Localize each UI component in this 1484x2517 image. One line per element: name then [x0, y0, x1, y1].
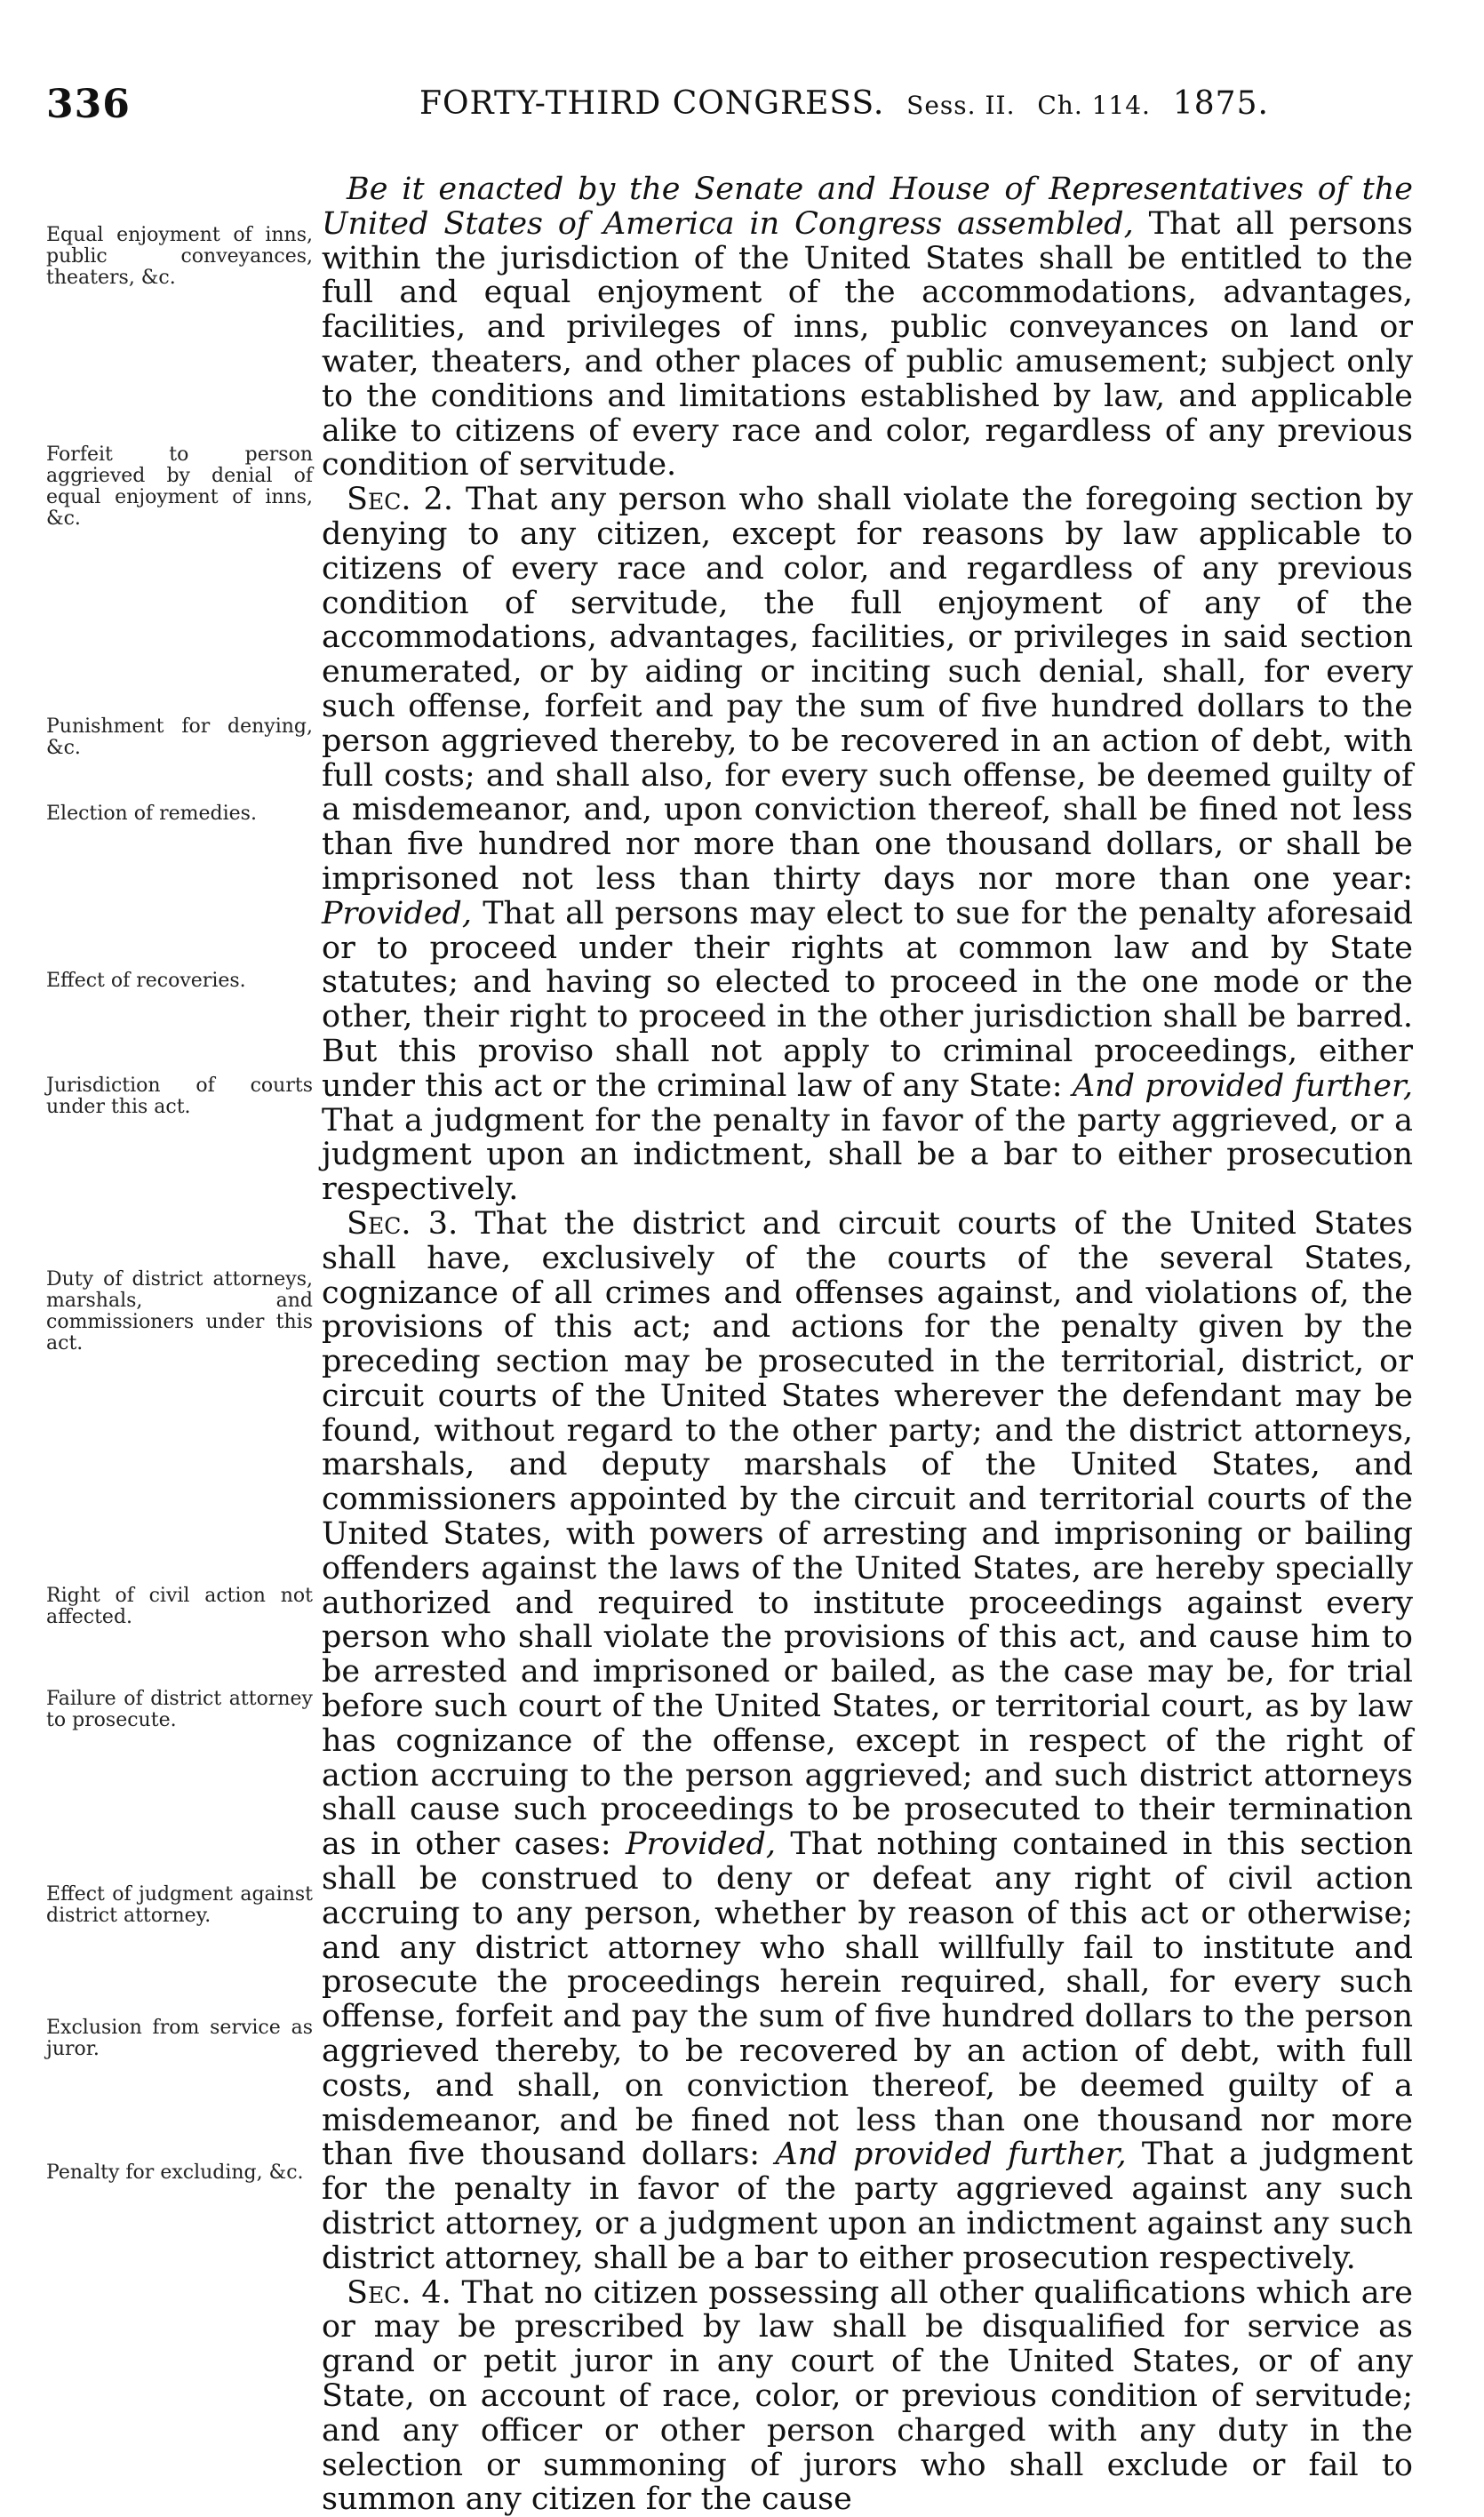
statute-text [322, 172, 1413, 2517]
congress-title: FORTY-THIRD CONGRESS. [419, 85, 885, 122]
year-label: 1875. [1172, 85, 1269, 122]
section-3-text-a: That the district and circuit courts of the United States shall have, exclusively of the courts of the several States, cognizance of all crimes and offenses against, and violations of, the provisions of this act; and actions for the penalty given by the preceding section may be prosecuted in the territorial, district, or circuit courts of the United States wherever the defendant may be found, without regard to the other party; and the district attorneys, marshals, and deputy marshals of the United States, and commissioners appointed by the circuit and territorial courts of the United States, with powers of arresting and imprisoning or bailing offenders against the laws of the United States, are hereby specially authorized and required to institute proceedings against every person who shall violate the provisions of this act, and cause him to be arrested and imprisoned or bailed, as the case may be, for trial before such court of the United States, or territorial court, as by law has cognizance of the offense, except in respect of the right of action accruing to the person aggrieved; and such district attorneys shall cause such proceedings to be prosecuted to their termination as in other cases: [322, 1205, 1414, 1863]
section-2-label: Sec. 2. [347, 482, 453, 518]
section-2-text-a: That any person who shall violate the foregoing section by denying to any citizen, except for reasons by law applicable to citizens of every race and color, and regardless of any previous condition of servitude, the full enjoyment of any of the accommodations, advantages, facilities, or privileges in said section enumerated, or by aiding or inciting such denial, shall, for every such offense, forfeit and pay the sum of five hundred dollars to the person aggrieved thereby, to be recovered in an action of debt, with full costs; and shall also, for every such offense, be deemed guilty of a misdemeanor, and, upon conviction thereof, shall be fined not less than five hundred nor more than one thousand dollars, or shall be imprisoned not less than thirty days nor more than one year: [322, 482, 1414, 897]
running-head [419, 85, 1269, 122]
section-3-text-c: That a judgment for the penalty in favor of the party aggrieved against any such district attorney, or a judgment upon an indictment against any such district attorney, shall be a bar to either prosecution respectively. [322, 2137, 1413, 2276]
session-label: Sess. II. [906, 91, 1016, 120]
section-2-text-b: That all persons may elect to sue for the penalty aforesaid or to proceed under their rights at common law and by State statutes; and having so elected to proceed in the one mode or the other, their right to proceed in the other jurisdiction shall be barred. But this proviso shall not apply to criminal proceedings, either under this act or the criminal law of any State: [322, 895, 1413, 1104]
sidenote-failure-to-prosecute: Failure of district attorney to prosecute. [46, 1688, 313, 1731]
section-4-label: Sec. 4. [347, 2274, 451, 2311]
section-2-provided: Provided, [322, 895, 472, 931]
enacting-clause: Be it enacted by the Senate and House of Representatives of the United States of America in Congress assembled, [322, 172, 1413, 242]
sidenote-duty-of-attorneys: Duty of district attorneys, marshals, and commissioners under this act. [46, 1268, 313, 1354]
section-3 [322, 1207, 1413, 2276]
sidenote-penalty-for-excluding: Penalty for excluding, &c. [46, 2161, 304, 2184]
page-header [46, 82, 1432, 135]
section-2 [322, 483, 1413, 1207]
section-4-text: That no citizen possessing all other qualifications which are or may be prescribed by law shall be disqualified for service as grand or petit juror in any court of the United States, or of any State, on account of race, color, or previous condition of servitude; and any officer or other person charged with any duty in the selection or summoning of jurors who shall exclude or fail to summon any citizen for the cause [322, 2274, 1414, 2517]
sidenote-effect-of-judgment: Effect of judgment against district attorney. [46, 1883, 313, 1927]
sidenote-right-of-civil-action: Right of civil action not affected. [46, 1585, 313, 1628]
section-1 [322, 172, 1413, 483]
section-1-text: That all persons within the jurisdiction of the United States shall be entitled to the full and equal enjoyment of the accommodations, advantages, facilities, and privileges of inns, public conveyances on land or water, theaters, and other places of public amusement; subject only to the conditions and limitations established by law, and applicable alike to citizens of every race and color, regardless of any previous condition of servitude. [322, 205, 1413, 483]
section-3-label: Sec. 3. [347, 1205, 459, 1242]
sidenote-election-of-remedies: Election of remedies. [46, 803, 257, 825]
chapter-label: Ch. 114. [1037, 91, 1151, 120]
sidenote-exclusion-from-jury: Exclusion from service as juror. [46, 2017, 313, 2060]
sidenote-forfeit: Forfeit to person aggrieved by denial of equal enjoyment of inns, &c. [46, 443, 313, 530]
sidenote-equal-enjoyment: Equal enjoyment of inns, public conveyances, theaters, &c. [46, 224, 313, 289]
sidenote-punishment: Punishment for denying, &c. [46, 715, 313, 759]
sidenote-effect-of-recoveries: Effect of recoveries. [46, 970, 246, 992]
section-3-provided-further: And provided further, [775, 2137, 1127, 2173]
section-2-provided-further: And provided further, [1072, 1067, 1413, 1104]
section-2-text-c: That a judgment for the penalty in favor of the party aggrieved, or a judgment upon an indictment, shall be a bar to either prosecution respectively. [322, 1102, 1413, 1208]
sidenote-jurisdiction: Jurisdiction of courts under this act. [46, 1075, 313, 1118]
page-number: 336 [46, 82, 131, 127]
section-4 [322, 2276, 1413, 2517]
section-3-provided: Provided, [626, 1826, 776, 1863]
section-3-text-b: That nothing contained in this section shall be construed to deny or defeat any right of civil action accruing to any person, whether by reason of this act or otherwise; and any district attorney who shall willfully fail to institute and prosecute the proceedings herein required, shall, for every such offense, forfeit and pay the sum of five hundred dollars to the person aggrieved thereby, to be recovered by an action of debt, with full costs, and shall, on conviction thereof, be deemed guilty of a misdemeanor, and be fined not less than one thousand nor more than five thousand dollars: [322, 1826, 1413, 2173]
